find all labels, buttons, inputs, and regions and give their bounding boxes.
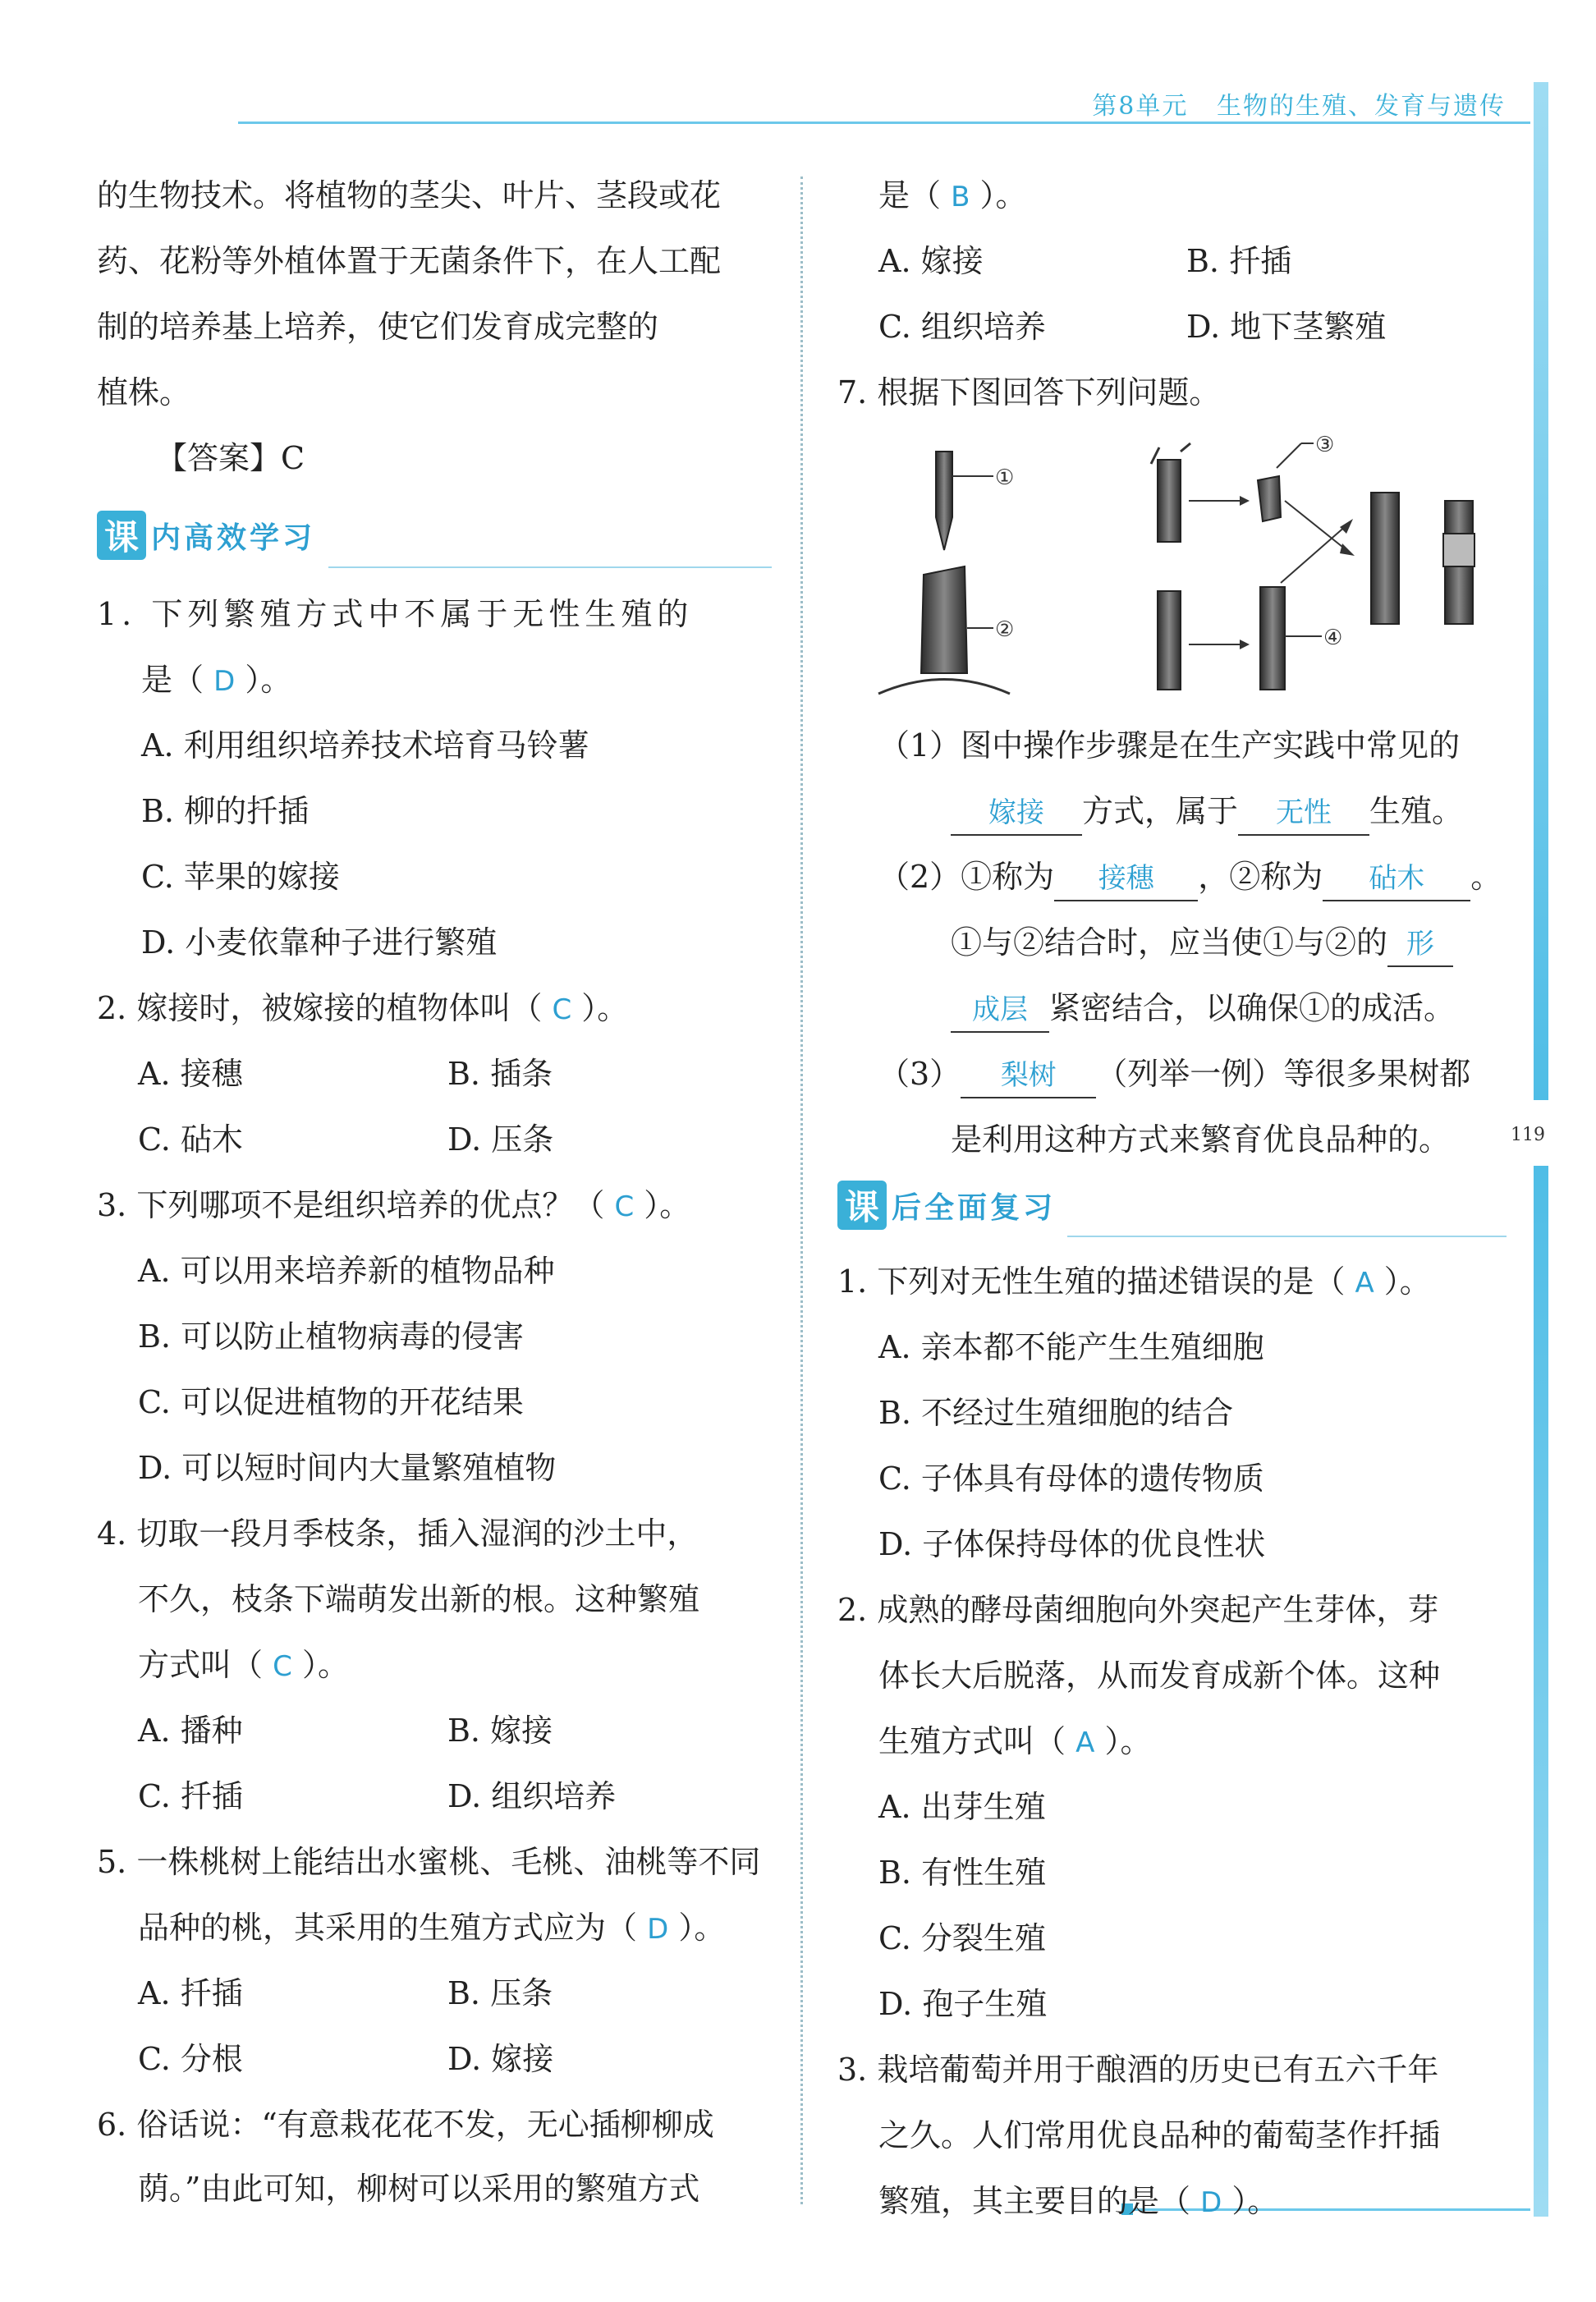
q3-option-d: D. 可以短时间内大量繁殖植物 xyxy=(138,1450,557,1486)
q5-stem-2: 品种的桃，其采用的生殖方式应为（ D ）。 xyxy=(138,1910,726,1946)
q1-stem-2: 是（ D ）。 xyxy=(141,662,292,698)
q5-option-b: B. 压条 xyxy=(447,1975,553,2011)
r3-stem-3: 繁殖，其主要目的是（ D ）。 xyxy=(878,2183,1279,2219)
label-4: ④ xyxy=(1323,626,1343,650)
r3-stem-2: 之久。人们常用优良品种的葡萄茎作扦插 xyxy=(878,2117,1441,2153)
r2-answer: A xyxy=(1075,1726,1095,1759)
side-bar-top xyxy=(1534,82,1548,1100)
label-3: ③ xyxy=(1315,433,1335,457)
cut-stock-shape xyxy=(1158,460,1181,542)
section-underline-2 xyxy=(1067,1236,1507,1237)
q3-stem: 3. 下列哪项不是组织培养的优点？（ C ）。 xyxy=(97,1187,691,1223)
r2-option-d: D. 孢子生殖 xyxy=(878,1986,1048,2022)
q5-option-c: C. 分根 xyxy=(138,2041,243,2077)
intro-line-4: 植株。 xyxy=(97,374,191,410)
q3-answer: C xyxy=(614,1190,635,1223)
section-title: 内高效学习 xyxy=(151,520,316,555)
q1-answer: D xyxy=(213,665,236,698)
r1-option-b: B. 不经过生殖细胞的结合 xyxy=(878,1395,1234,1431)
q6-stem-2: 荫。”由此可知，柳树可以采用的繁殖方式 xyxy=(138,2171,700,2207)
q7-p1-blank1: 嫁接 xyxy=(951,791,1082,836)
section-badge: 课 xyxy=(97,511,146,560)
scion-shape xyxy=(936,452,952,550)
q7-p2-blank3b: 成层 xyxy=(951,988,1049,1033)
r2-stem-1: 2. 成熟的酵母菌细胞向外突起产生芽体，芽 xyxy=(837,1592,1439,1628)
stock-bottom-shape xyxy=(1158,591,1181,690)
q4-answer: C xyxy=(273,1650,292,1683)
r1-option-c: C. 子体具有母体的遗传物质 xyxy=(878,1461,1264,1497)
q5-answer: D xyxy=(647,1913,669,1946)
answer-label: 【答案】C xyxy=(156,440,305,476)
q4-stem-2: 不久，枝条下端萌发出新的根。这种繁殖 xyxy=(138,1581,700,1617)
q3-option-c: C. 可以促进植物的开花结果 xyxy=(138,1384,524,1420)
intro-line-2: 药、花粉等外植体置于无菌条件下，在人工配 xyxy=(97,243,722,279)
q4-option-a: A. 播种 xyxy=(138,1713,243,1749)
q6-option-a: A. 嫁接 xyxy=(878,243,984,279)
q7-p1-line1: （1）图中操作步骤是在生产实践中常见的 xyxy=(878,727,1461,764)
stock-shape xyxy=(921,566,967,673)
q1-option-a: A. 利用组织培养技术培育马铃薯 xyxy=(141,727,589,764)
q1-option-d: D. 小麦依靠种子进行繁殖 xyxy=(141,924,498,961)
q7-p2-line3: 成层 紧密结合，以确保①的成活。 xyxy=(951,987,1455,1033)
q5-option-d: D. 嫁接 xyxy=(447,2041,554,2077)
q4-stem-1: 4. 切取一段月季枝条，插入湿润的沙土中， xyxy=(97,1516,699,1552)
q2-stem: 2. 嫁接时，被嫁接的植物体叫（ C ）。 xyxy=(97,990,629,1026)
q2-option-a: A. 接穗 xyxy=(138,1056,243,1092)
r2-option-a: A. 出芽生殖 xyxy=(878,1789,1046,1825)
q7-p2-blank3a: 形 xyxy=(1387,923,1453,967)
unit-number: 第8单元 xyxy=(1092,92,1189,121)
q6-option-d: D. 地下茎繁殖 xyxy=(1186,309,1387,345)
q7-p1-line2: 嫁接 方式，属于 无性 生殖。 xyxy=(951,790,1463,836)
q4-stem-3: 方式叫（ C ）。 xyxy=(138,1647,349,1683)
header-rule xyxy=(238,122,1530,124)
r2-stem-3: 生殖方式叫（ A ）。 xyxy=(878,1723,1152,1759)
r1-option-a: A. 亲本都不能产生生殖细胞 xyxy=(878,1329,1264,1365)
unit-header xyxy=(1092,85,1506,122)
column-divider xyxy=(800,177,803,2204)
q7-p2-blank1: 接穗 xyxy=(1054,857,1198,901)
q2-answer: C xyxy=(552,993,572,1026)
r1-stem: 1. 下列对无性生殖的描述错误的是（ A ）。 xyxy=(837,1263,1431,1300)
q6-answer: B xyxy=(951,181,970,213)
q3-option-b: B. 可以防止植物病毒的侵害 xyxy=(138,1318,525,1355)
q6-option-b: B. 扦插 xyxy=(1186,243,1292,279)
grafting-diagram xyxy=(870,427,1511,706)
label-1: ① xyxy=(995,465,1015,490)
q4-option-d: D. 组织培养 xyxy=(447,1778,617,1814)
r2-option-b: B. 有性生殖 xyxy=(878,1855,1047,1891)
bud-shape xyxy=(1258,476,1281,521)
r1-option-d: D. 子体保持母体的优良性状 xyxy=(878,1526,1266,1562)
q7-p3-line1: （3） 梨树 （列举一例）等很多果树都 xyxy=(878,1052,1470,1098)
q5-option-a: A. 扦插 xyxy=(138,1975,243,2011)
q2-option-c: C. 砧木 xyxy=(138,1121,243,1158)
q1-option-c: C. 苹果的嫁接 xyxy=(141,859,340,895)
q7-stem: 7. 根据下图回答下列问题。 xyxy=(837,374,1221,410)
label-2: ② xyxy=(995,617,1015,642)
section-underline xyxy=(328,566,772,568)
q2-option-b: B. 插条 xyxy=(447,1056,553,1092)
unit-title: 生物的生殖、发育与遗传 xyxy=(1217,92,1506,121)
q7-p2-blank2: 砧木 xyxy=(1323,857,1470,901)
page-number: 119 xyxy=(1511,1125,1545,1145)
side-bar-bottom xyxy=(1534,1166,1548,2217)
q6-stem-1: 6. 俗话说：“有意栽花花不发，无心插柳柳成 xyxy=(97,2107,714,2143)
q7-p3-blank: 梨树 xyxy=(961,1054,1096,1098)
q7-p2-line1: （2）①称为 接穗 ，②称为 砧木 。 xyxy=(878,855,1502,901)
q6-stem-3: 是（ B ）。 xyxy=(878,177,1027,213)
section-in-class xyxy=(97,511,315,560)
r3-answer: D xyxy=(1200,2186,1222,2219)
q7-p1-blank2: 无性 xyxy=(1238,791,1369,836)
intro-line-1: 的生物技术。将植物的茎尖、叶片、茎段或花 xyxy=(97,177,722,213)
grafted-stock-shape xyxy=(1260,587,1285,690)
q1-option-b: B. 柳的扦插 xyxy=(141,793,310,829)
r2-option-c: C. 分裂生殖 xyxy=(878,1920,1046,1956)
section-title-2: 后全面复习 xyxy=(892,1190,1057,1225)
q7-p3-line2: 是利用这种方式来繁育优良品种的。 xyxy=(951,1121,1451,1158)
section-badge-2: 课 xyxy=(837,1181,887,1230)
q3-option-a: A. 可以用来培养新的植物品种 xyxy=(138,1253,555,1289)
q6-option-c: C. 组织培养 xyxy=(878,309,1046,345)
r3-stem-1: 3. 栽培葡萄并用于酿酒的历史已有五六千年 xyxy=(837,2052,1439,2088)
q7-p2-line2: ①与②结合时，应当使①与②的 形 xyxy=(951,921,1453,967)
result-stem-1 xyxy=(1371,493,1399,624)
q4-option-c: C. 扦插 xyxy=(138,1778,243,1814)
q1-stem-1: 1. 下列繁殖方式中不属于无性生殖的 xyxy=(97,596,694,632)
q4-option-b: B. 嫁接 xyxy=(447,1713,553,1749)
intro-line-3: 制的培养基上培养，使它们发育成完整的 xyxy=(97,309,659,345)
r2-stem-2: 体长大后脱落，从而发育成新个体。这种 xyxy=(878,1658,1441,1694)
section-after-class xyxy=(837,1181,1056,1230)
r1-answer: A xyxy=(1355,1267,1374,1300)
q2-option-d: D. 压条 xyxy=(447,1121,554,1158)
q5-stem-1: 5. 一株桃树上能结出水蜜桃、毛桃、油桃等不同 xyxy=(97,1844,761,1880)
